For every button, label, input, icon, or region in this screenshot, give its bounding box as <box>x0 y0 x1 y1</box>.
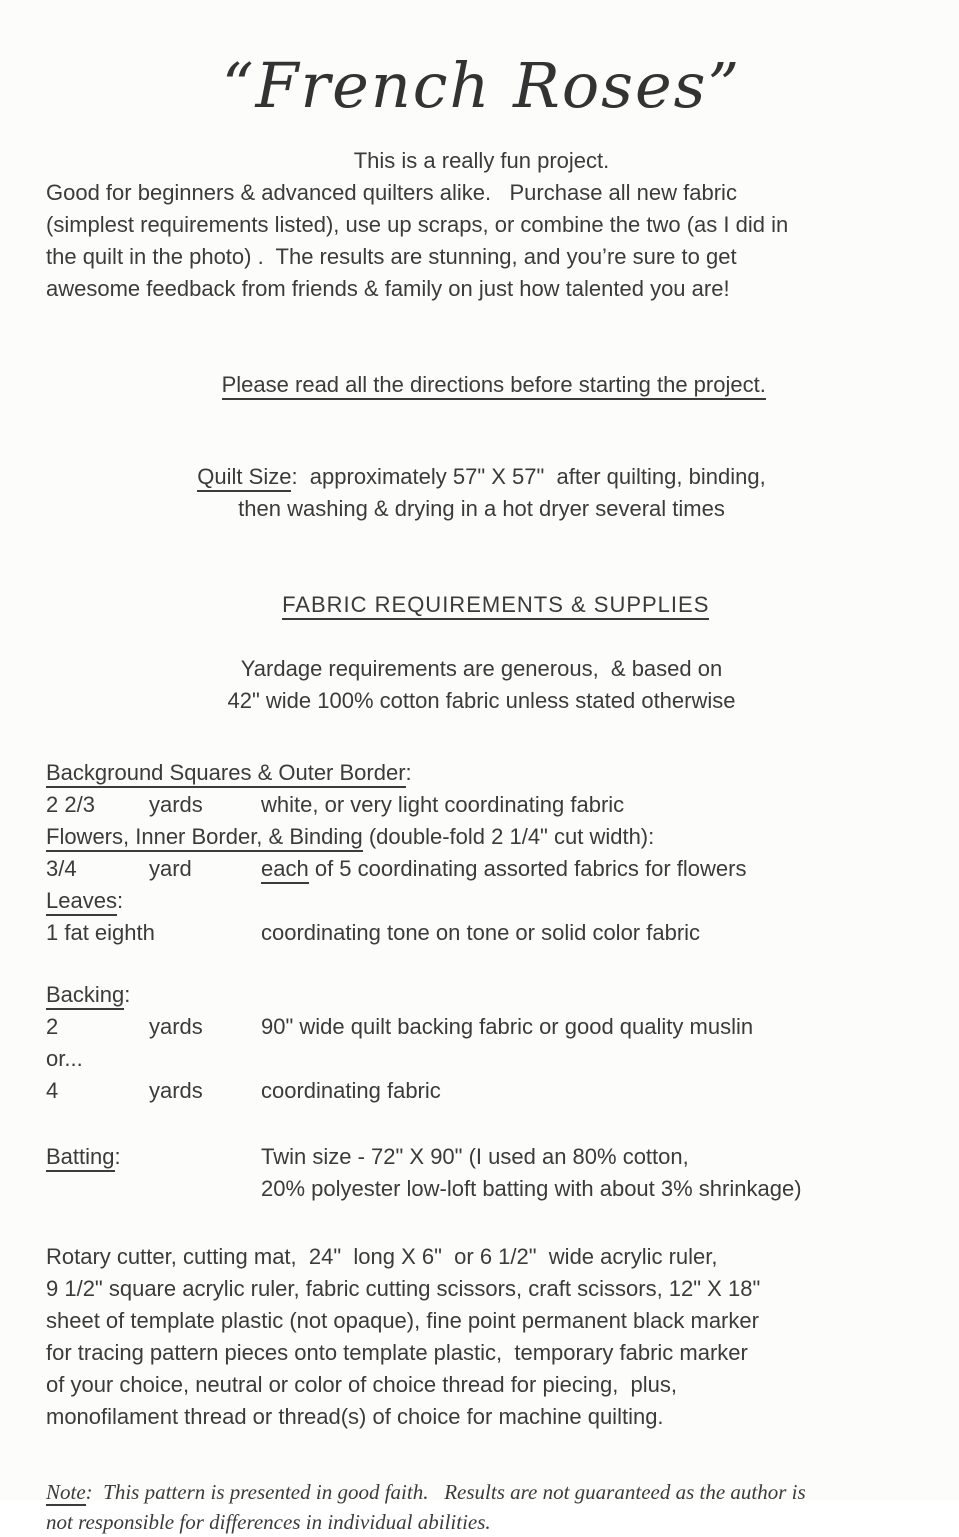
supplies-paragraph <box>46 1241 917 1433</box>
fabric-requirements-heading-wrap <box>46 557 917 653</box>
spacer <box>46 1107 917 1141</box>
desc-cell: 90" wide quilt backing fabric or good quality muslin <box>261 1014 754 1040</box>
spacer-cell <box>46 1173 261 1205</box>
read-directions-notice <box>46 337 917 433</box>
read-directions-text: Please read all the directions before starting the project. <box>222 372 766 400</box>
section-title-text: Background Squares & Outer Border <box>46 760 406 788</box>
fabric-requirements-heading: FABRIC REQUIREMENTS & SUPPLIES <box>282 592 709 620</box>
desc-cell <box>261 853 917 885</box>
yardage-note-line2: 42" wide 100% cotton fabric unless stated otherwise <box>227 688 736 714</box>
section-title-backing <box>46 979 917 1011</box>
yardage-note <box>46 653 917 717</box>
intro-line: awesome feedback from friends & family on just how talented you are! <box>46 276 730 302</box>
qty-cell: or... <box>46 1046 83 1072</box>
section-title-suffix: (double-fold 2 1/4" cut width): <box>362 824 655 850</box>
desc-emphasis: each <box>261 856 309 884</box>
qty-cell: 1 fat eighth <box>46 920 155 946</box>
section-title-suffix: : <box>405 760 412 786</box>
section-title-leaves <box>46 885 917 917</box>
page-title: “French Roses” <box>221 49 742 122</box>
intro-tagline: This is a really fun project. <box>353 148 610 174</box>
spacer <box>46 949 917 979</box>
section-title-text: Flowers, Inner Border, & Binding <box>46 824 363 852</box>
desc-cell: white, or very light coordinating fabric <box>261 792 625 818</box>
section-title-text: Leaves <box>46 888 117 916</box>
desc-cell: Twin size - 72" X 90" (I used an 80% cotton, <box>261 1144 689 1170</box>
supplies-line: 9 1/2" square acrylic ruler, fabric cutting scissors, craft scissors, 12" X 18" <box>46 1276 761 1302</box>
desc-cell: 20% polyester low-loft batting with about 3% shrinkage) <box>261 1176 802 1202</box>
supplies-line: of your choice, neutral or color of choice thread for piecing, plus, <box>46 1372 678 1398</box>
intro-paragraph <box>46 145 917 305</box>
unit-cell: yards <box>149 1078 203 1104</box>
footer-note <box>46 1477 917 1537</box>
unit-cell: yards <box>149 792 203 818</box>
qty-cell: 3/4 <box>46 856 77 882</box>
section-title-suffix: : <box>124 982 131 1008</box>
supplies-line: monofilament thread or thread(s) of choice for machine quilting. <box>46 1404 664 1430</box>
qty-cell: 2 <box>46 1014 59 1040</box>
quilt-size-section <box>46 461 917 525</box>
note-line2: not responsible for differences in individual abilities. <box>46 1510 491 1535</box>
note-label: Note <box>46 1480 86 1505</box>
intro-line: the quilt in the photo) . The results are stunning, and you’re sure to get <box>46 244 737 270</box>
section-title-text: Backing <box>46 982 124 1010</box>
note-text: : This pattern is presented in good faith. Results are not guaranteed as the author is <box>85 1480 806 1505</box>
quilt-size-line2: then washing & drying in a hot dryer several times <box>238 496 725 522</box>
section-title-suffix: : <box>114 1144 121 1170</box>
section-title-batting <box>46 1141 261 1173</box>
quilt-size-line1 <box>46 461 917 493</box>
section-title-flowers <box>46 821 917 853</box>
note-line1 <box>46 1477 917 1507</box>
quilt-size-value: : approximately 57" X 57" after quilting, binding, <box>291 464 766 490</box>
supplies-line: for tracing pattern pieces onto template plastic, temporary fabric marker <box>46 1340 748 1366</box>
unit-cell: yard <box>149 856 192 882</box>
desc-cell: coordinating tone on tone or solid color fabric <box>261 920 701 946</box>
supplies-line: sheet of template plastic (not opaque), fine point permanent black marker <box>46 1308 759 1334</box>
quilt-size-label: Quilt Size <box>197 464 291 492</box>
supplies-line: Rotary cutter, cutting mat, 24" long X 6" or 6 1/2" wide acrylic ruler, <box>46 1244 718 1270</box>
desc-rest: of 5 coordinating assorted fabrics for flowers <box>308 856 747 882</box>
section-title-text: Batting <box>46 1144 115 1172</box>
section-title-suffix: : <box>116 888 124 914</box>
yardage-note-line1: Yardage requirements are generous, & based on <box>240 656 723 682</box>
qty-cell: 4 <box>46 1078 59 1104</box>
section-title-background <box>46 757 917 789</box>
desc-cell: coordinating fabric <box>261 1078 441 1104</box>
requirements-table <box>46 757 917 1205</box>
intro-line: Good for beginners & advanced quilters alike. Purchase all new fabric <box>46 180 737 206</box>
intro-line: (simplest requirements listed), use up scraps, or combine the two (as I did in <box>46 212 789 238</box>
qty-cell: 2 2/3 <box>46 792 95 818</box>
unit-cell: yards <box>149 1014 203 1040</box>
